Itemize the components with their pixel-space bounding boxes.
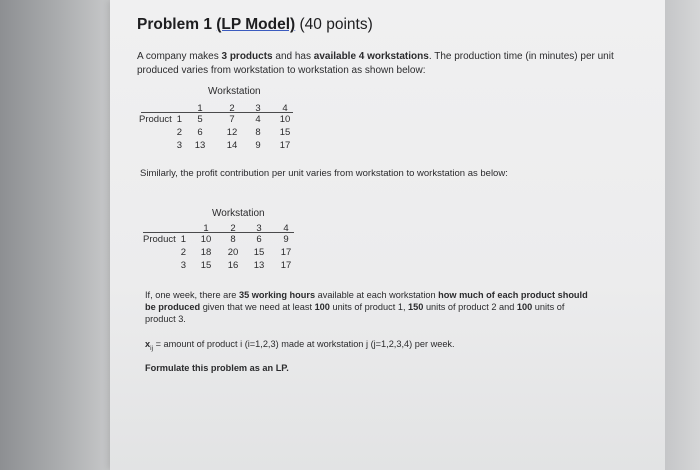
row-product-number: 2 <box>176 127 182 138</box>
week-bold: how much of each product should <box>438 290 588 300</box>
week-text: units of product 1, <box>329 302 409 312</box>
week-text: given that we need at least <box>200 302 315 312</box>
table-cell: 9 <box>255 140 261 151</box>
table-cell: 14 <box>226 140 238 151</box>
intro-text: and has <box>272 51 314 62</box>
week-text: units of <box>532 302 565 312</box>
right-edge <box>665 0 700 470</box>
intro-bold: 3 products <box>221 51 273 62</box>
page-title <box>137 16 373 34</box>
table-cell: 13 <box>253 260 265 271</box>
variable-symbol: x <box>145 339 151 349</box>
instruction: Formulate this problem as an LP. <box>145 363 289 373</box>
table-cell: 15 <box>253 247 265 258</box>
table-cell: 15 <box>279 127 291 138</box>
table-cell: 18 <box>200 247 212 258</box>
table-cell: 16 <box>227 260 239 271</box>
time-table-rule <box>141 112 293 113</box>
column-header: 2 <box>229 103 235 114</box>
week-bold: 35 working hours <box>238 290 316 300</box>
table-cell: 10 <box>279 114 291 125</box>
intro-text: A company makes <box>137 51 222 62</box>
column-header: 3 <box>255 103 261 114</box>
table-cell: 17 <box>280 247 292 258</box>
intro-bold: available 4 workstations <box>313 51 429 62</box>
profit-table-title: Workstation <box>212 208 265 219</box>
column-header: 1 <box>203 223 209 234</box>
variable-text: = amount of product i (i=1,2,3) made at workstation j (j=1,2,3,4) per week. <box>153 339 455 349</box>
row-product-number: 3 <box>180 260 186 271</box>
product-label: Product <box>143 234 176 245</box>
table-cell: 10 <box>200 234 212 245</box>
table-cell: 4 <box>255 114 261 125</box>
table-cell: 12 <box>226 127 238 138</box>
table-cell: 13 <box>194 140 206 151</box>
title-model: (LP Model) <box>216 16 296 33</box>
row-product-number: 3 <box>176 140 182 151</box>
row-product-number: 1 <box>176 114 182 125</box>
table-cell: 8 <box>230 234 236 245</box>
row-product-number: 1 <box>180 234 186 245</box>
table-cell: 7 <box>229 114 235 125</box>
title-points: (40 points) <box>299 16 373 33</box>
table-cell: 9 <box>283 234 289 245</box>
row-product-number: 2 <box>180 247 186 258</box>
table-cell: 20 <box>227 247 239 258</box>
column-header: 1 <box>197 103 203 114</box>
table-cell: 17 <box>279 140 291 151</box>
time-table-title: Workstation <box>208 86 261 97</box>
week-bold: 150 <box>408 302 424 312</box>
week-text: available at each workstation <box>315 290 439 300</box>
variable-definition <box>145 338 455 355</box>
intro-line-1 <box>137 50 614 64</box>
column-header: 3 <box>256 223 262 234</box>
table-cell: 8 <box>255 127 261 138</box>
profit-table-rule <box>143 232 294 233</box>
intro-line-2: produced varies from workstation to workstation as shown below: <box>137 65 426 76</box>
column-header: 2 <box>230 223 236 234</box>
week-bold: be produced <box>145 302 201 312</box>
column-header: 4 <box>283 223 289 234</box>
table-cell: 17 <box>280 260 292 271</box>
variable-subscript: ij <box>150 344 154 352</box>
table-cell: 15 <box>200 260 212 271</box>
product-label: Product <box>139 114 172 125</box>
intro-text: . The production time (in minutes) per unit <box>428 51 614 62</box>
week-line-3: product 3. <box>145 314 186 324</box>
similarly-text: Similarly, the profit contribution per unit varies from workstation to workstation as below: <box>140 168 508 179</box>
week-text: If, one week, there are <box>145 290 239 300</box>
title-prefix: Problem 1 <box>137 16 217 33</box>
table-cell: 5 <box>197 114 203 125</box>
column-header: 4 <box>282 103 288 114</box>
table-cell: 6 <box>256 234 262 245</box>
week-text: units of product 2 and <box>423 302 517 312</box>
week-line-1 <box>145 289 588 301</box>
week-bold: 100 <box>314 302 330 312</box>
week-bold: 100 <box>516 302 533 312</box>
week-line-2 <box>145 301 564 313</box>
table-cell: 6 <box>197 127 203 138</box>
